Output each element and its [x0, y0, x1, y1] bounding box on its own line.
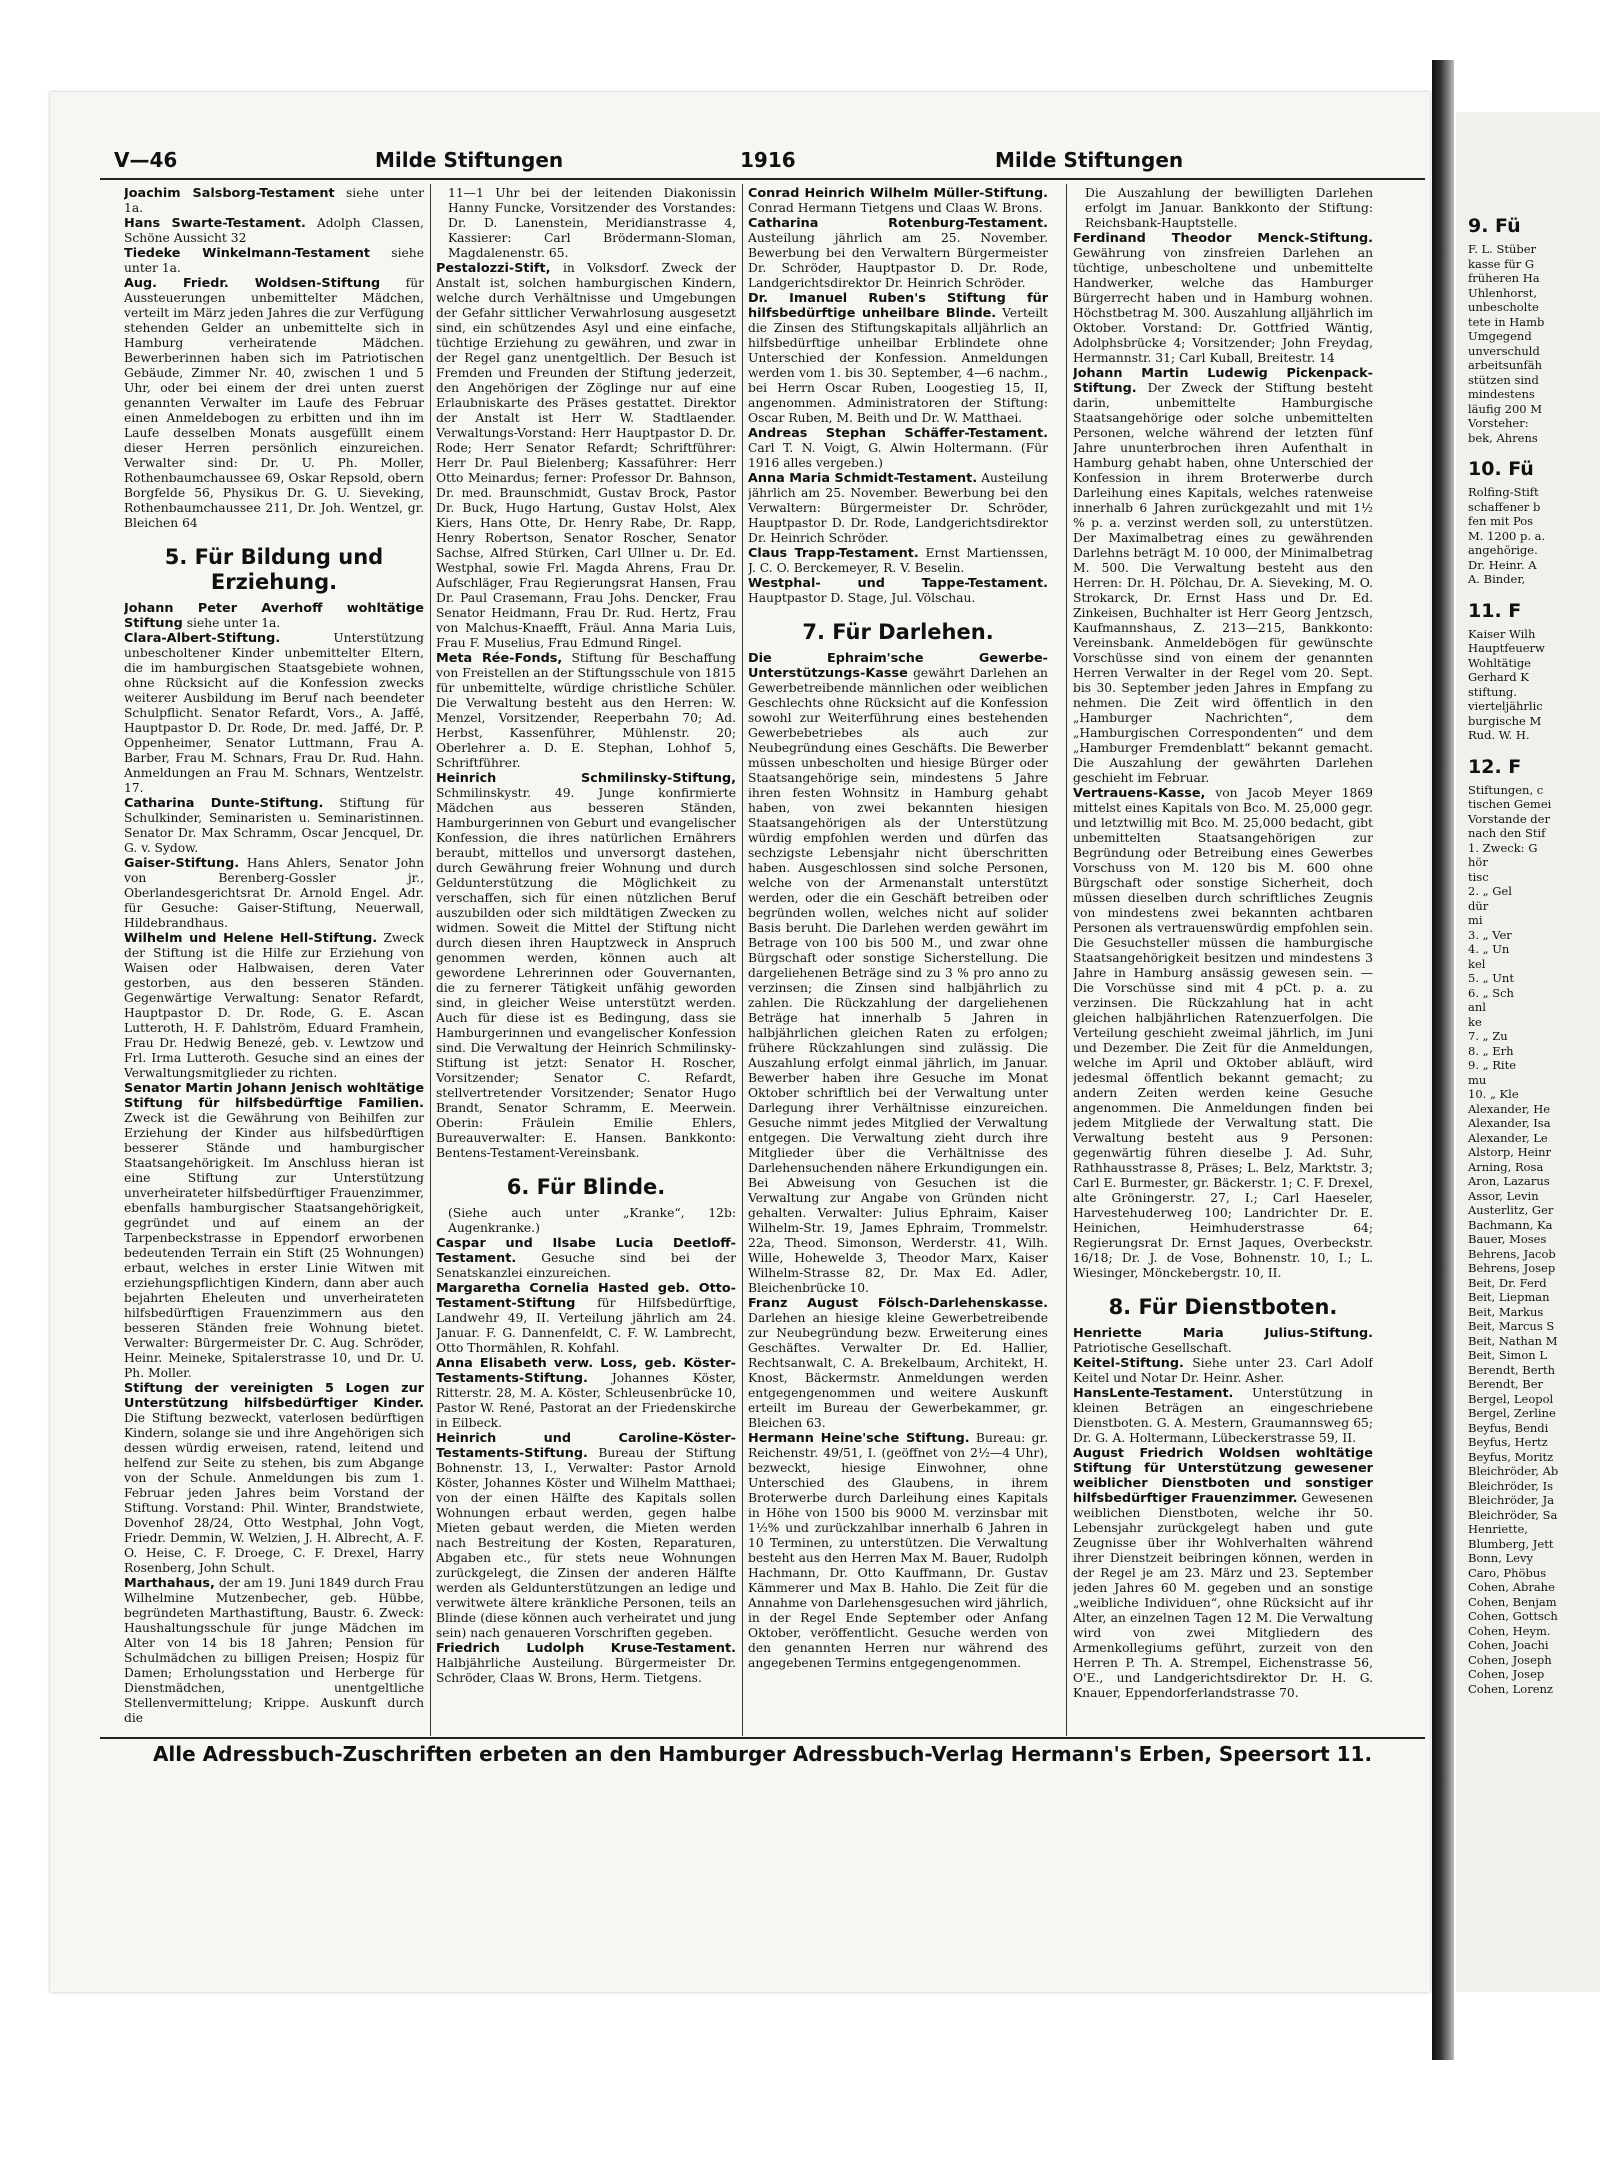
next-page-line: anl: [1468, 1000, 1486, 1014]
next-page-line: Austerlitz, Ger: [1468, 1203, 1554, 1217]
footer-rule: [100, 1737, 1425, 1739]
foundation-description: Austeilung jährlich am 25. November. Bewerbung bei den Verwaltern: Bürgermeister Dr. Schröder, Hauptpastor D. Dr. Rode, Landgerichtsdirektor Dr. Heinrich Schröder.: [748, 471, 1048, 545]
column-divider: [1066, 184, 1067, 1736]
next-page-line: Cohen, Gottsch: [1468, 1609, 1558, 1623]
foundation-description: für Aussteuerungen unbemittelter Mädchen, verteilt im März jeden Jahres die zur Verfügung stehenden Gelder an unbemittelte sich in Hamburg verheiratende Mädchen. Bewerberinnen haben sich im Patriotischen Gebäude, Zimmer Nr. 40, zwischen 1 und 5 Uhr, oder bei einem der drei unten zuerst genannten Verwalter im Laufe des Februar einen Anmeldebogen zu erbitten und ihn im Laufe desselben Monats ausgefüllt einem dieser Herren persönlich einzureichen. Verwalter sind: Dr. U. Ph. Moller, Rothenbaumchaussee 69, Oskar Repsold, obern Borgfelde 56, Physikus Dr. G. U. Sieveking, Rothenbaumchaussee 211, Dr. Joh. Wentzel, gr. Bleichen 64: [124, 276, 424, 530]
foundation-entry: [436, 771, 736, 1161]
next-page-line: Cohen, Lorenz: [1468, 1681, 1553, 1696]
foundation-name: Conrad Heinrich Wilhelm Müller-Stiftung.: [748, 186, 1048, 201]
foundation-name: Heinrich und Caroline-Köster-Testaments-Stiftung.: [436, 1431, 736, 1461]
next-page-line: mu: [1468, 1072, 1487, 1087]
foundation-description: Zweck ist die Gewährung von Beihilfen zur Erziehung der Kinder aus hilfsbedürftigen besserer Stände und hamburgischer Staatsangehörigkeit. Im Anschluss hieran ist eine Stiftung zur Unterstützung unverheirateter hilfsbedürftiger Frauenzimmer, ebenfalls hamburgischer Staatsangehörigkeit, gegründet und auf einem an der Tarpenbeckstrasse in Eppendorf erworbenen bedeutenden Terrain ein Stift (25 Wohnungen) erbaut, welches in erster Linie Witwen mit erziehungspflichtigen Kindern, dann aber auch bejahrten Eheleuten und unverheirateten hilfsbedürftigen Frauenzimmern aus den besseren Ständen freie Wohnung bietet. Verwalter: Bürgermeister Dr. C. Aug. Schröder, Heinr. Meineke, Spitalerstrasse 10, und Dr. U. Ph. Moller.: [124, 1111, 424, 1380]
next-page-line: Cohen, Josep: [1468, 1667, 1545, 1681]
next-page-line: unbescholte: [1468, 300, 1539, 314]
foundation-description: Stiftung für Schulkinder, Seminaristen u. Seminaristinnen. Senator Dr. Max Schramm, Oscar Jencquel, Dr. G. v. Sydow.: [124, 796, 424, 855]
foundation-name: Meta Rée-Fonds,: [436, 651, 563, 666]
next-page-line: 7. „ Zu: [1468, 1029, 1508, 1043]
next-page-line: Wohltätige: [1468, 655, 1531, 670]
foundation-description: Unterstützung in kleinen Beträgen an eingeschriebene Dienstboten. G. A. Mestern, Graumannsweg 65; Dr. G. A. Holtermann, Lübeckerstrasse 59, II.: [1073, 1386, 1373, 1445]
next-page-line: Cohen, Abrahe: [1468, 1580, 1555, 1594]
footer-notice: Alle Adressbuch-Zuschriften erbeten an den Hamburger Adressbuch-Verlag Hermann's Erben, Speersort 11.: [152, 1742, 1373, 1766]
foundation-name: Claus Trapp-Testament.: [748, 546, 919, 561]
foundation-entry: [1073, 786, 1373, 1281]
foundation-description: siehe unter 1a.: [124, 186, 424, 215]
next-page-line: Alstorp, Heinr: [1468, 1145, 1552, 1159]
next-page-line: burgische M: [1468, 713, 1542, 728]
next-page-line: früheren Ha: [1468, 271, 1540, 285]
foundation-entry: [124, 1381, 424, 1576]
next-page-line: Blumberg, Jett: [1468, 1536, 1554, 1551]
next-page-line: Behrens, Jacob: [1468, 1246, 1556, 1261]
foundation-name: Stiftung der vereinigten 5 Logen zur Unterstützung hilfsbedürftiger Kinder.: [124, 1381, 424, 1411]
foundation-name: Clara-Albert-Stiftung.: [124, 631, 281, 646]
foundation-entry: [1073, 1326, 1373, 1356]
next-page-line: Berendt, Ber: [1468, 1377, 1544, 1391]
next-page-heading: 12. F: [1468, 755, 1522, 778]
foundation-name: Andreas Stephan Schäffer-Testament.: [748, 426, 1048, 441]
foundation-name: HansLente-Testament.: [1073, 1386, 1234, 1401]
foundation-name: Senator Martin Johann Jenisch wohltätige Stiftung für hilfsbedürftige Familien.: [124, 1081, 424, 1111]
foundation-description: Schmilinskystr. 49. Junge konfirmierte Mädchen aus besseren Ständen, Hamburgerinnen von Geburt und evangelischer Konfession, die ihres natürlichen Ernährers beraubt, mittellos und unversorgt dastehen, durch Gewährung freier Wohnung und durch Geldunterstützung die Möglichkeit zu verschaffen, sich für einen nützlichen Beruf auszubilden oder sich mildtätigen Zwecken zu widmen. Soweit die Mittel der Stiftung nicht durch diesen ihren Hauptzweck in Anspruch genommen werden, können auch alt gewordene Lehrerinnen oder Gouvernanten, die zu fernerer Tätigkeit unfähig geworden sind, in gleicher Weise unterstützt werden. Auch für diese ist es Bedingung, dass sie Hamburgerinnen und evangelischer Konfession sind. Die Verwaltung der Heinrich Schmilinsky-Stiftung ist jetzt: Senator H. Roscher, Vorsitzender; Senator C. Refardt, stellvertretender Vorsitzender; Senator Hugo Brandt, Senator Schramm, E. Meerwein. Oberin: Fräulein Emilie Ehlers, Bureauverwalter: E. Hansen. Bankkonto: Bentens-Testament-Vereinsbank.: [436, 786, 736, 1160]
next-page-line: 8. „ Erh: [1468, 1043, 1514, 1058]
foundation-description: siehe unter 1a.: [186, 616, 281, 630]
foundation-name: Vertrauens-Kasse,: [1073, 786, 1206, 801]
next-page-line: Bleichröder, Sa: [1468, 1507, 1558, 1522]
next-page-line: arbeitsunfäh: [1468, 358, 1543, 372]
foundation-description: der am 19. Juni 1849 durch Frau Wilhelmine Mutzenbecher, geb. Hübbe, begründeten Marthastiftung, Baustr. 6. Zweck: Haushaltungsschule für junge Mädchen im Alter von 14 bis 18 Jahren; Pension für Schulmädchen zu billigen Preisen; Hospiz für Damen; Erholungsstation und Herberge für Dienstmädchen, unentgeltliche Stellenvermittelung; Krippe. Auskunft durch die: [124, 1576, 424, 1725]
foundation-name: Margaretha Cornelia Hasted geb. Otto-Testament-Stiftung: [436, 1281, 736, 1311]
foundation-entry: [124, 1576, 424, 1726]
next-page-column: [1468, 202, 1600, 1696]
next-page-line: Kaiser Wilh: [1468, 626, 1536, 641]
next-page-line: mindestens: [1468, 387, 1535, 401]
foundation-entry: [748, 291, 1048, 426]
next-page-line: 9. „ Rite: [1468, 1058, 1517, 1072]
next-page-line: Vorsteher:: [1468, 416, 1529, 430]
next-page-line: 2. „ Gel: [1468, 884, 1512, 898]
next-page-line: Alexander, He: [1468, 1101, 1551, 1116]
foundation-entry: [124, 186, 424, 216]
next-page-line: schaffener b: [1468, 499, 1541, 514]
foundation-entry: [1073, 231, 1373, 366]
next-page-line: Bachmann, Ka: [1468, 1217, 1553, 1232]
next-page-line: Cohen, Joachi: [1468, 1638, 1549, 1652]
foundation-name: Westphal- und Tappe-Testament.: [748, 576, 1048, 591]
header-year: 1916: [740, 148, 796, 172]
next-page-line: Beit, Dr. Ferd: [1468, 1275, 1547, 1290]
next-page-line: Rud. W. H.: [1468, 728, 1530, 742]
next-page-line: Bonn, Levy: [1468, 1551, 1533, 1565]
foundation-entry: [748, 1296, 1048, 1431]
foundation-description: 11—1 Uhr bei der leitenden Diakonissin Hanny Funcke, Vorsitzender des Vorstandes: Dr. D. Lanenstein, Meridianstrasse 4, Kassierer: Carl Brödermann-Sloman, Magdalenenstr. 65.: [448, 186, 736, 260]
next-page-line: Stiftungen, c: [1468, 782, 1544, 797]
next-page-line: Assor, Levin: [1468, 1188, 1539, 1203]
foundation-description: Darlehen an hiesige kleine Gewerbetreibende zur Neubegründung bezw. Erweiterung eines Geschäftes. Verwalter Dr. Ed. Hallier, Rechtsanwalt, C. A. Brekelbaum, Architekt, H. Knost, Bäckermstr. Anmeldungen werden entgegengenommen und weitere Auskunft erteilt im Bureau der Gewerbekammer, gr. Bleichen 63.: [748, 1311, 1048, 1430]
foundation-description: Stiftung für Beschaffung von Freistellen an der Stiftungsschule von 1815 für unbemittelte, würdige christliche Schüler. Die Verwaltung besteht aus den Herren: W. Menzel, Vorsitzender, Reeperbahn 70; Ad. Herbst, Kassenführer, Mühlenstr. 20; Oberlehrer a. D. E. Stephan, Lohhof 5, Schriftführer.: [436, 651, 736, 770]
foundation-description: Bureau der Stiftung Bohnenstr. 13, I., Verwalter: Pastor Arnold Köster, Johannes Köster und Wilhelm Matthaei; von der einen Hälfte des Kapitals sollen Wohnungen erbaut werden, gegen halbe Mieten gebaut werden, die Mieten werden nach Bestreitung der Kosten, Reparaturen, Abgaben etc., für stets neue Wohnungen zurückgelegt, die Zinsen der anderen Hälfte werden als Geldunterstützungen an ledige und verwitwete ältere kränkliche Personen, teils an Blinde (diese können auch verheiratet und jung sein) nach genaueren Vorschriften gegeben.: [436, 1446, 736, 1640]
foundation-description: für Hilfsbedürftige, Landwehr 49, II. Verteilung jährlich am 24. Januar. F. G. Dannenfeldt, C. F. W. Lambrecht, Otto Thormählen, R. Kohfahl.: [436, 1296, 736, 1355]
next-page-line: Beit, Simon L: [1468, 1348, 1547, 1362]
foundation-name: Dr. Imanuel Ruben's Stiftung für hilfsbedürftige unheilbare Blinde.: [748, 291, 1048, 321]
next-page-line: Beyfus, Bendi: [1468, 1420, 1549, 1435]
next-page-line: Bauer, Moses: [1468, 1232, 1547, 1246]
foundation-entry: [748, 1431, 1048, 1671]
foundation-description: Gewährung von zinsfreien Darlehen an tüchtige, unbescholtene und unbemittelte Handwerker, welche das Hamburger Bürgerrecht haben und in Hamburg wohnen. Höchstbetrag M. 300. Auszahlung alljährlich im Oktober. Vorstand: Dr. Gottfried Wäntig, Adolphsbrücke 4; Vorsitzender; John Freydag, Hermannstr. 31; Carl Kuball, Breitestr. 14: [1073, 246, 1373, 365]
next-page-line: Beit, Markus: [1468, 1304, 1544, 1319]
next-page-line: Alexander, Le: [1468, 1130, 1548, 1145]
next-page-line: fen mit Pos: [1468, 514, 1534, 528]
foundation-entry: [1073, 1386, 1373, 1446]
foundation-entry: [436, 1641, 736, 1686]
next-page-line: unverschuld: [1468, 343, 1540, 358]
column-2: [436, 186, 736, 1726]
section-heading: 6. Für Blinde.: [506, 1175, 666, 1199]
next-page-line: Gerhard K: [1468, 670, 1529, 684]
next-page-line: Beyfus, Hertz: [1468, 1435, 1548, 1449]
page-header: [100, 148, 1420, 174]
foundation-description: Hauptpastor D. Stage, Jul. Völschau.: [748, 591, 976, 605]
header-rule: [100, 178, 1425, 180]
next-page-line: kasse für G: [1468, 256, 1535, 271]
foundation-description: Die Stiftung bezweckt, vaterlosen bedürftigen Kindern, solange sie und ihre Angehörigen sich dessen würdig erweisen, ratend, leitend und helfend zur Seite zu stehen, bis zum Abgange von der Schule. Anmeldungen bis zum 1. Februar jeden Jahres beim Vorstand der Stiftung. Vorstand: Phil. Winter, Brandstwiete, Dovenhof 28/24, Otto Westphal, John Vogt, Friedr. Demmin, W. Welzien, J. H. Albrecht, A. F. O. Heise, C. F. Droege, C. F. Drexel, Harry Rosenberg, John Schult.: [124, 1411, 424, 1575]
foundation-name: Hans Swarte-Testament.: [124, 216, 306, 231]
section-heading: 7. Für Darlehen.: [802, 620, 994, 644]
next-page-line: kel: [1468, 956, 1486, 971]
next-page-line: stützen sind: [1468, 372, 1539, 387]
foundation-description: siehe unter 1a.: [124, 246, 424, 275]
foundation-name: Ferdinand Theodor Menck-Stiftung.: [1073, 231, 1373, 246]
column-divider: [430, 184, 431, 1736]
foundation-entry: [1073, 1356, 1373, 1386]
foundation-name: Caspar und Ilsabe Lucia Deetloff-Testament.: [436, 1236, 736, 1266]
foundation-description: Unterstützung unbescholtener Kinder unbemittelter Eltern, die im hamburgischen Staatsgebiete wohnen, ohne Rücksicht auf die Konfession zwecks weiterer Ausbildung im Beruf nach beendeter Schulpflicht. Senator Refardt, Vors., A. Jaffé, Hauptpastor D. Dr. Rode, Dr. med. Jaffé, Dr. P. Oppenheimer, Senator Luttmann, Frau A. Barber, Frau M. Schnars, Frau Dr. Rud. Hahn. Anmeldungen an Frau M. Schnars, Wentzelstr. 17.: [124, 631, 424, 795]
foundation-description: Adolph Classen, Schöne Aussicht 32: [124, 216, 424, 245]
foundation-description: in Volksdorf. Zweck der Anstalt ist, solchen hamburgischen Kindern, welche durch Verhältnisse und Umgebungen der Gefahr sittlicher Verwahrlosung ausgesetzt sind, ein schützendes Asyl und eine einfache, tüchtige Erziehung zu gewähren, und zwar in der Regel ganz unentgeltlich. Der Besuch ist Fremden und Freunden der Stiftung jederzeit, den Angehörigen der Zöglinge nur auf eine Erlaubniskarte des Präses gestattet. Direktor der Anstalt ist Herr W. Stadtlaender. Verwaltungs-Vorstand: Herr Hauptpastor D. Dr. Rode; Herr Senator Refardt; Schriftführer: Herr Dr. Paul Bielenberg; Kassaführer: Herr Otto Meinardus; ferner: Professor Dr. Bahnson, Dr. med. Braunschmidt, Gustav Brock, Pastor Dr. Buck, Hugo Hartung, Gustav Holst, Alex Kiers, Hans Otte, Dr. Henry Rabe, Dr. Rapp, Henry Robertson, Senator Roscher, Senator Sachse, Alfred Stürken, Carl Ullner u. Dr. Ed. Westphal, sowie Frl. Magda Ahrens, Frau Dr. Aufschläger, Frau Regierungsrat Hansen, Frau Dr. Paul Crasemann, Frau Johs. Dencker, Frau Senator Heidmann, Frau Dr. Rud. Hertz, Frau von Malchus-Knaefft, Fräul. Anna Maria Luis, Frau F. Muselius, Frau Edmund Ringel.: [436, 261, 736, 650]
book-binding: [1432, 60, 1454, 2060]
foundation-name: Keitel-Stiftung.: [1073, 1356, 1184, 1371]
foundation-name: Tiedeke Winkelmann-Testament: [124, 246, 371, 261]
next-page-line: Bleichröder, Is: [1468, 1478, 1554, 1493]
next-page-heading: 9. Fü: [1468, 215, 1521, 237]
next-page-line: ke: [1468, 1014, 1482, 1029]
foundation-description: von Jacob Meyer 1869 mittelst eines Kapitals von Bco. M. 25,000 gegr. und letztwillig mit Bco. M. 25,000 bedacht, gibt unbemittelten Staatsangehörigen zur Begründung oder Betreibung eines Gewerbes Vorschuss von M. 120 bis M. 600 ohne Bürgschaft oder sonstige Sicherheit, doch müssen dieselben durch schriftliches Zeugnis von mindestens zwei bekannten achtbaren Personen als vertrauenswürdig empfohlen sein. Die Gesuchsteller müssen die hamburgische Staatsangehörigkeit besitzen und mindestens 3 Jahre in Hamburg ansässig gewesen sein. — Die Vorschüsse sind mit 4 pCt. p. a. zu verzinsen. Die Rückzahlung hat in acht gleichen halbjährlichen Ratenzuerfolgen. Die Verteilung geschieht zweimal jährlich, im Juni und Dezember. Die Zeit für die Anmeldungen, welche im April und Oktober abläuft, wird jedesmal öffentlich bekannt gemacht; zu andern Zeiten werden keine Gesuche angenommen. Die Anmeldungen finden bei jedem Mitgliede der Verwaltung statt. Die Verwaltung besteht aus 9 Personen: gegenwärtig führen dieselbe J. Ad. Suhr, Rathhausstrasse 8, Präses; L. Belz, Marktstr. 3; Carl E. Burmester, gr. Bäckerstr. 1; C. F. Drexel, alte Gröningerstr. 27, I.; Carl Haeseler, Harvestehuderweg 100; Landrichter Dr. E. Heinichen, Heimhuderstrasse 64; Regierungsrat Dr. Ernst Jaques, Overbeckstr. 16/18; Dr. J. de Vose, Bohnenstr. 10, I.; L. Wiesinger, Mönckebergstr. 10, II.: [1073, 786, 1373, 1280]
next-page-line: Behrens, Josep: [1468, 1261, 1556, 1275]
foundation-name: Die Ephraim'sche Gewerbe-Unterstützungs-Kasse: [748, 651, 1048, 681]
foundation-name: Catharina Dunte-Stiftung.: [124, 796, 324, 811]
next-page-line: hör: [1468, 855, 1488, 869]
foundation-entry: [436, 1236, 736, 1281]
next-page-line: Cohen, Heym.: [1468, 1623, 1551, 1638]
next-page-edge: [1456, 112, 1600, 1992]
next-page-line: 10. „ Kle: [1468, 1087, 1519, 1101]
foundation-entry: [436, 1356, 736, 1431]
foundation-name: Aug. Friedr. Woldsen-Stiftung: [124, 276, 381, 291]
next-page-line: F. L. Stüber: [1468, 242, 1537, 256]
next-page-line: Beit, Marcus S: [1468, 1319, 1555, 1333]
foundation-entry: [748, 471, 1048, 546]
next-page-line: Umgegend: [1468, 329, 1532, 343]
foundation-entry: [436, 1431, 736, 1641]
next-page-line: Berendt, Berth: [1468, 1362, 1556, 1377]
next-page-line: Beit, Liepman: [1468, 1290, 1550, 1304]
page-number: V—46: [114, 148, 178, 172]
foundation-name: Henriette Maria Julius-Stiftung.: [1073, 1326, 1373, 1341]
foundation-entry: [748, 186, 1048, 216]
foundation-name: Franz August Fölsch-Darlehenskasse.: [748, 1296, 1048, 1311]
next-page-line: Vorstande der: [1468, 811, 1550, 826]
foundation-description: Gewesenen weiblichen Dienstboten, welche ihr 50. Lebensjahr zurückgelegt haben und gute Zeugnisse über ihr Wohlverhalten während ihrer Dienstzeit beibringen können, werden in der Regel je am 23. März und 23. September jeden Jahres 60 M. gegeben und an sonstige „weibliche Individuen“, ohne Rücksicht auf ihr Alter, an einzelnen Tagen 12 M. Die Verwaltung wird von zwei Mitgliedern des Armenkollegiums geführt, zurzeit von den Herren P. Th. A. Strempel, Eichenstrasse 56, O'E., und Landgerichtsdirektor Dr. H. G. Knauer, Eppendorferlandstrasse 70.: [1073, 1491, 1373, 1700]
foundation-description: Johannes Köster, Ritterstr. 28, M. A. Köster, Schleusenbrücke 10, Pastor W. René, Pastorat an der Friedenskirche in Eilbeck.: [436, 1371, 736, 1430]
foundation-entry: [124, 931, 424, 1081]
column-divider: [742, 184, 743, 1736]
next-page-line: bek, Ahrens: [1468, 430, 1538, 445]
next-page-line: tischen Gemei: [1468, 797, 1552, 811]
foundation-entry: [436, 1281, 736, 1356]
next-page-heading: 11. F: [1468, 599, 1522, 622]
next-page-line: 6. „ Sch: [1468, 985, 1514, 1000]
foundation-entry: [748, 651, 1048, 1296]
next-page-line: Bergel, Zerline: [1468, 1406, 1556, 1420]
next-page-line: 3. „ Ver: [1468, 927, 1512, 942]
next-page-line: 4. „ Un: [1468, 942, 1510, 956]
foundation-description: Conrad Hermann Tietgens und Claas W. Brons.: [748, 201, 1043, 215]
foundation-description: (Siehe auch unter „Kranke“, 12b: Augenkranke.): [448, 1206, 736, 1235]
foundation-entry: [124, 1081, 424, 1381]
foundation-description: Siehe unter 23. Carl Adolf Keitel und Notar Dr. Heinr. Asher.: [1073, 1356, 1373, 1385]
foundation-entry: [748, 216, 1048, 291]
column-4: [1073, 186, 1373, 1726]
foundation-entry: [748, 426, 1048, 471]
foundation-name: Johann Martin Ludewig Pickenpack-Stiftung.: [1073, 366, 1373, 396]
foundation-name: Johann Peter Averhoff wohltätige Stiftung: [124, 601, 424, 631]
next-page-line: M. 1200 p. a.: [1468, 528, 1546, 543]
next-page-line: Hauptfeuerw: [1468, 641, 1545, 655]
next-page-line: angehörige.: [1468, 543, 1538, 557]
foundation-entry: [1073, 186, 1373, 231]
foundation-entry: [124, 601, 424, 631]
foundation-entry: [124, 796, 424, 856]
foundation-description: Halbjährliche Austeilung. Bürgermeister Dr. Schröder, Claas W. Brons, Herm. Tietgens.: [436, 1656, 736, 1685]
foundation-entry: [436, 1206, 736, 1236]
next-page-line: Aron, Lazarus: [1468, 1174, 1550, 1188]
header-left-title: Milde Stiftungen: [375, 148, 564, 172]
foundation-entry: [1073, 366, 1373, 786]
next-page-line: Bergel, Leopol: [1468, 1391, 1554, 1406]
foundation-description: Zweck der Stiftung ist die Hilfe zur Erziehung von Waisen oder Halbwaisen, deren Vater gestorben, aus den besseren Ständen. Gegenwärtige Verwaltung: Senator Refardt, Hauptpastor D. Dr. Rode, G. E. Ascan Lutteroth, H. F. Dahlström, Eduard Framhein, Frau Dr. Hedwig Benezé, geb. v. Lewtzow und Frl. Irma Lutteroth. Gesuche sind an eines der Verwaltungsmitglieder zu richten.: [124, 931, 424, 1080]
foundation-entry: [1073, 1446, 1373, 1701]
foundation-description: Verteilt die Zinsen des Stiftungskapitals alljährlich an hilfsbedürftige unheilbar Erblindete ohne Unterschied der Konfession. Anmeldungen werden vom 1. bis 30. September, 4—6 nachm., bei Herrn Oscar Ruben, Loogestieg 15, II, angenommen. Administratoren der Stiftung: Oscar Ruben, M. Beith und Dr. W. Matthaei.: [748, 306, 1048, 425]
foundation-name: Catharina Rotenburg-Testament.: [748, 216, 1048, 231]
foundation-entry: [124, 856, 424, 931]
foundation-name: August Friedrich Woldsen wohltätige Stiftung für Unterstützung gewesener weiblicher Dienstboten und sonstiger hilfsbedürftiger Frauenzimmer.: [1073, 1446, 1373, 1506]
column-3: [748, 186, 1048, 1726]
next-page-line: tisc: [1468, 869, 1489, 884]
foundation-name: Wilhelm und Helene Hell-Stiftung.: [124, 931, 378, 946]
column-1: [124, 186, 424, 1726]
next-page-line: läufig 200 M: [1468, 401, 1543, 416]
next-page-line: dür: [1468, 898, 1489, 913]
foundation-description: gewährt Darlehen an Gewerbetreibende männlichen oder weiblichen Geschlechts ohne Rücksicht auf die Konfession sowohl zur Weiterführung eines bestehenden Gewerbebetriebes als auch zur Neubegründung eines Geschäfts. Die Bewerber müssen unbescholten und hiesige Bürger oder Staatsangehörige sein, mindestens 5 Jahre ihren festen Wohnsitz in Hamburg gehabt haben, von zwei bekannten hiesigen Staatsangehörigen als der Unterstützung würdig empfohlen werden und dürfen das sechzigste Lebensjahr nicht überschritten haben. Ausgeschlossen sind solche Personen, welche von der Armenanstalt unterstützt werden, oder die ein Geschäft betreiben oder begründen wollen, welches nicht auf solider Basis beruht. Die Darlehen werden gewährt im Betrage von 100 bis 500 M., und zwar ohne Bürgschaft oder sonstige Sicherstellung. Die dargeliehenen Beträge sind zu 3 % pro anno zu verzinsen; die Zinsen sind halbjährlich zu zahlen. Die Rückzahlung der dargeliehenen Beträge hat innerhalb 5 Jahren in halbjährlichen gleichen Raten zu erfolgen; frühere Rückzahlungen sind zulässig. Die Auszahlung erfolgt einmal jährlich, im Januar. Bewerber haben ihre Gesuche im Monat Oktober schriftlich bei der Verwaltung unter Darlegung ihrer Verhältnisse einzureichen. Gesuche nimmt jedes Mitglied der Verwaltung entgegen. Die Verwaltung zieht durch ihre Mitglieder über die Verhältnisse des Darlehensuchenden nähere Erkundigungen ein. Bei Abweisung von Gesuchen ist die Verwaltung zur Angabe von Gründen nicht gehalten. Verwalter: Julius Ephraim, Kaiser Wilhelm-Str. 19, James Ephraim, Trommelstr. 22a, Theod. Simonson, Werderstr. 41, Wilh. Wille, Hohewelde 3, Theodor Marx, Kaiser Wilhelm-Strasse 82, Dr. Max Ed. Adler, Bleichenbrücke 10.: [748, 666, 1048, 1295]
next-page-line: Caro, Phöbus: [1468, 1565, 1547, 1580]
next-page-line: Henriette,: [1468, 1522, 1528, 1536]
next-page-line: Alexander, Isa: [1468, 1116, 1551, 1130]
next-page-line: Dr. Heinr. A: [1468, 557, 1537, 572]
foundation-entry: [748, 576, 1048, 606]
next-page-line: tete in Hamb: [1468, 314, 1545, 329]
next-page-heading: 10. Fü: [1468, 458, 1534, 480]
next-page-line: 5. „ Unt: [1468, 971, 1514, 985]
foundation-name: Hermann Heine'sche Stiftung.: [748, 1431, 970, 1446]
next-page-line: nach den Stif: [1468, 826, 1546, 840]
next-page-line: Beit, Nathan M: [1468, 1333, 1558, 1348]
next-page-line: vierteljährlic: [1468, 699, 1543, 713]
next-page-line: A. Binder,: [1468, 572, 1526, 586]
next-page-line: Uhlenhorst,: [1468, 285, 1537, 300]
foundation-description: Hans Ahlers, Senator John von Berenberg-Gossler jr., Oberlandesgerichtsrat Dr. Arnold Engel. Adr. für Gesuche: Gaiser-Stiftung, Neuerwall, Hildebrandhaus.: [124, 856, 424, 930]
next-page-line: Bleichröder, Ab: [1468, 1464, 1559, 1478]
foundation-entry: [124, 216, 424, 246]
foundation-description: Patriotische Gesellschaft.: [1073, 1341, 1232, 1355]
next-page-line: mi: [1468, 913, 1483, 927]
next-page-line: Bleichröder, Ja: [1468, 1493, 1555, 1507]
next-page-line: Arning, Rosa: [1468, 1159, 1544, 1174]
foundation-description: Austeilung jährlich am 25. November. Bewerbung bei den Verwaltern Bürgermeister Dr. Schröder, Hauptpastor D. Dr. Rode, Landgerichtsdirektor Dr. Heinrich Schröder.: [748, 231, 1048, 290]
foundation-description: Der Zweck der Stiftung besteht darin, unbemittelte Hamburgische Staatsangehörige oder solche unbemittelten Personen, welche während der letzten fünf Jahre ununterbrochen ihren Aufenthalt in Hamburg gehabt haben, ohne Unterschied der Konfession in ihrem Broterwerbe durch Darleihung eines Kapitals, welches ratenweise innerhalb 6 Jahren zurückgezahlt und mit 1½ % p. a. verzinst werden soll, zu unterstützen. Der Maximalbetrag eines zu gewährenden Darlehns beträgt M. 10 000, der Minimalbetrag M. 500. Die Verwaltung besteht aus den Herren: Dr. H. Pölchau, Dr. A. Sieveking, M. O. Strokarck, Dr. Ernst Hass und Dr. Ed. Zinkeisen, Buchhalter ist Herr Georg Jentzsch, Kaufmannshaus, Z. 213—215, Bankkonto: Vereinsbank. Anmeldebögen für gewünschte Vorschüsse sind von einem der genannten Herren Verwalter in der Regel vom 20. Sept. bis 30. September jeden Jahres in Empfang zu nehmen. Die Zeit wird öffentlich in den „Hamburger Nachrichten“, dem „Hamburgischen Correspondenten“ und dem „Hamburger Fremdenblatt“ bekannt gemacht. Die Auszahlung der gewährten Darlehen geschieht im Februar.: [1073, 381, 1373, 785]
next-page-line: stiftung.: [1468, 684, 1517, 699]
foundation-name: Marthahaus,: [124, 1576, 215, 1591]
foundation-name: Friedrich Ludolph Kruse-Testament.: [436, 1641, 736, 1656]
foundation-description: Bureau: gr. Reichenstr. 49/51, I. (geöffnet von 2½—4 Uhr), bezweckt, hiesige Einwohner, ohne Unterschied des Glaubens, in ihrem Broterwerbe durch Darleihung eines Kapitals in Höhe von 1500 bis 9000 M. verzinsbar mit 1½% und zurückzahlbar innerhalb 6 Jahren in 10 Terminen, zu unterstützen. Die Verwaltung besteht aus den Herren Max M. Bauer, Rudolph Hachmann, Dr. Otto Kauffmann, Dr. Gustav Kämmerer und Max B. Hahlo. Die Zeit für die Annahme von Darlehensgesuchen wird jährlich, in der Regel Ende September oder Anfang Oktober, veröffentlicht. Gesuche werden von den genannten Herren nur während des angegebenen Termins entgegengenommen.: [748, 1431, 1048, 1670]
section-heading: 5. Für Bildung und Erziehung.: [164, 545, 384, 594]
next-page-line: Beyfus, Moritz: [1468, 1449, 1554, 1464]
foundation-name: Gaiser-Stiftung.: [124, 856, 240, 871]
foundation-description: Gesuche sind bei der Senatskanzlei einzureichen.: [436, 1251, 736, 1280]
foundation-name: Anna Maria Schmidt-Testament.: [748, 471, 978, 486]
foundation-name: Joachim Salsborg-Testament: [124, 186, 335, 201]
foundation-description: Carl T. N. Voigt, G. Alwin Holtermann. (Für 1916 alles vergeben.): [748, 441, 1048, 470]
foundation-name: Heinrich Schmilinsky-Stiftung,: [436, 771, 736, 786]
next-page-line: Cohen, Joseph: [1468, 1652, 1552, 1667]
section-heading: 8. Für Dienstboten.: [1108, 1295, 1338, 1319]
foundation-entry: [124, 246, 424, 276]
foundation-entry: [436, 651, 736, 771]
foundation-description: Die Auszahlung der bewilligten Darlehen erfolgt im Januar. Bankkonto der Stiftung: Reichsbank-Hauptstelle.: [1085, 186, 1373, 230]
header-right-title: Milde Stiftungen: [995, 148, 1184, 172]
foundation-entry: [436, 261, 736, 651]
foundation-entry: [124, 276, 424, 531]
next-page-line: Rolfing-Stift: [1468, 485, 1539, 499]
next-page-line: Cohen, Benjam: [1468, 1594, 1557, 1609]
foundation-name: Anna Elisabeth verw. Loss, geb. Köster-Testaments-Stiftung.: [436, 1356, 736, 1386]
foundation-entry: [124, 631, 424, 796]
next-page-line: 1. Zweck: G: [1468, 840, 1538, 855]
foundation-description: Ernst Martienssen, J. C. O. Berckemeyer, R. V. Beselin.: [748, 546, 1048, 575]
foundation-entry: [748, 546, 1048, 576]
foundation-name: Pestalozzi-Stift,: [436, 261, 551, 276]
foundation-entry: [436, 186, 736, 261]
